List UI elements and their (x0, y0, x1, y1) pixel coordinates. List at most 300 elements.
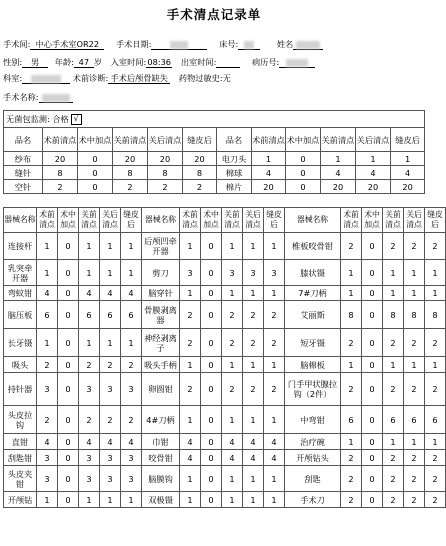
count-cell: 1 (100, 260, 121, 286)
surgery-label: 手术名称: (3, 92, 39, 102)
redacted-record (286, 59, 308, 67)
exit-time (216, 57, 240, 68)
column-header: 术前清点 (180, 208, 201, 233)
count-cell: 0 (58, 450, 79, 466)
count-cell: 3 (264, 260, 285, 286)
count-cell: 1 (243, 406, 264, 434)
count-cell: 0 (362, 406, 383, 434)
count-cell: 2 (425, 492, 446, 508)
count-cell: 1 (243, 492, 264, 508)
instrument-name-cell: 手术刀 (285, 492, 341, 508)
count-cell: 2 (180, 329, 201, 357)
count-cell: 1 (264, 357, 285, 373)
count-cell: 1 (180, 357, 201, 373)
item-name-cell: 空针 (4, 180, 43, 194)
count-cell: 2 (341, 329, 362, 357)
count-cell: 2 (404, 373, 425, 406)
instrument-name-cell: 弯蚊钳 (4, 286, 37, 301)
count-cell: 1 (425, 434, 446, 450)
count-cell: 1 (264, 286, 285, 301)
count-cell: 1 (222, 357, 243, 373)
count-cell: 8 (183, 166, 217, 180)
consumables-header-row (4, 128, 425, 152)
count-cell: 2 (425, 233, 446, 260)
count-cell: 4 (243, 434, 264, 450)
count-cell: 1 (404, 260, 425, 286)
count-cell: 1 (383, 286, 404, 301)
count-cell: 4 (121, 286, 142, 301)
count-cell: 6 (383, 406, 404, 434)
column-header: 关前清点 (113, 128, 148, 152)
column-header: 缝皮后 (183, 128, 217, 152)
sterile-value: 合格 (52, 113, 69, 124)
count-cell: 1 (37, 260, 58, 286)
instrument-row (4, 233, 446, 260)
count-cell: 3 (79, 450, 100, 466)
count-cell: 2 (180, 301, 201, 329)
record-value (279, 57, 315, 68)
patient-info-row-4 (3, 92, 73, 103)
count-cell: 2 (79, 406, 100, 434)
count-cell: 0 (58, 233, 79, 260)
room-label: 手术间: (3, 39, 31, 49)
count-cell: 2 (341, 450, 362, 466)
count-cell: 2 (100, 357, 121, 373)
instrument-name-cell: 头皮夹钳 (4, 466, 37, 492)
item-name-cell: 纱布 (4, 152, 43, 166)
count-cell: 1 (37, 329, 58, 357)
column-header: 关后清点 (100, 208, 121, 233)
sterile-row (4, 111, 425, 128)
name-value (293, 39, 323, 50)
count-cell: 1 (222, 233, 243, 260)
bed-value (238, 39, 260, 50)
count-cell: 2 (222, 301, 243, 329)
admit-label: 入室时间: (110, 57, 147, 67)
count-cell: 2 (37, 357, 58, 373)
count-cell: 2 (425, 450, 446, 466)
column-header: 术前清点 (37, 208, 58, 233)
patient-info-row-2 (3, 57, 315, 68)
count-cell: 2 (222, 329, 243, 357)
count-cell: 3 (222, 260, 243, 286)
column-header: 缝皮后 (264, 208, 285, 233)
count-cell: 0 (58, 434, 79, 450)
column-header: 术前清点 (252, 128, 286, 152)
instrument-name-cell: 骨膜剥离器 (142, 301, 180, 329)
count-cell: 2 (341, 466, 362, 492)
count-cell: 20 (148, 152, 183, 166)
count-cell: 1 (341, 286, 362, 301)
count-cell: 2 (43, 180, 78, 194)
count-cell: 20 (391, 180, 425, 194)
count-cell: 2 (404, 329, 425, 357)
count-cell: 1 (404, 357, 425, 373)
column-header: 术前清点 (43, 128, 78, 152)
count-cell: 1 (222, 466, 243, 492)
count-cell: 2 (243, 373, 264, 406)
column-header: 器械名称 (142, 208, 180, 233)
instrument-name-cell: 4#刀柄 (142, 406, 180, 434)
count-cell: 1 (180, 233, 201, 260)
count-cell: 0 (201, 286, 222, 301)
page-title: 手术清点记录单 (166, 7, 262, 22)
instrument-name-cell: 吸头 (4, 357, 37, 373)
count-cell: 1 (264, 466, 285, 492)
count-cell: 0 (286, 180, 321, 194)
instrument-name-cell: 双极镊 (142, 492, 180, 508)
instrument-name-cell: 膝状镊 (285, 260, 341, 286)
count-cell: 3 (37, 466, 58, 492)
column-header: 关前清点 (222, 208, 243, 233)
count-cell: 4 (37, 434, 58, 450)
count-cell: 1 (243, 233, 264, 260)
count-cell: 1 (121, 260, 142, 286)
count-cell: 0 (201, 466, 222, 492)
count-cell: 3 (121, 450, 142, 466)
count-cell: 3 (100, 466, 121, 492)
redacted-dept (31, 75, 61, 83)
instrument-row (4, 450, 446, 466)
count-cell: 3 (121, 466, 142, 492)
item-name-cell: 棉球 (217, 166, 252, 180)
count-cell: 1 (79, 329, 100, 357)
count-cell: 1 (404, 434, 425, 450)
count-cell: 3 (243, 260, 264, 286)
count-cell: 0 (201, 492, 222, 508)
instrument-row (4, 301, 446, 329)
count-cell: 4 (180, 450, 201, 466)
instrument-row (4, 260, 446, 286)
count-cell: 0 (362, 233, 383, 260)
consumables-row (4, 166, 425, 180)
count-cell: 1 (321, 152, 356, 166)
count-cell: 8 (404, 301, 425, 329)
count-cell: 1 (243, 357, 264, 373)
count-cell: 2 (425, 329, 446, 357)
count-cell: 0 (58, 492, 79, 508)
count-cell: 0 (201, 233, 222, 260)
count-cell: 1 (425, 357, 446, 373)
column-header: 术前清点 (341, 208, 362, 233)
instrument-name-cell: 脑膜钩 (142, 466, 180, 492)
count-cell: 0 (201, 373, 222, 406)
count-cell: 2 (383, 450, 404, 466)
instrument-name-cell: 脑棉板 (285, 357, 341, 373)
count-cell: 0 (286, 166, 321, 180)
exit-label: 出室时间: (180, 57, 217, 67)
count-cell: 1 (121, 233, 142, 260)
column-header: 术中加点 (201, 208, 222, 233)
count-cell: 2 (79, 357, 100, 373)
sterile-cell (4, 111, 425, 128)
redacted-name (296, 41, 320, 49)
count-cell: 1 (264, 406, 285, 434)
column-header: 关前清点 (383, 208, 404, 233)
count-cell: 0 (201, 260, 222, 286)
count-cell: 2 (383, 492, 404, 508)
count-cell: 2 (148, 180, 183, 194)
instrument-row (4, 357, 446, 373)
column-header: 缝皮后 (425, 208, 446, 233)
instrument-name-cell: 神经剥离子 (142, 329, 180, 357)
count-cell: 1 (341, 260, 362, 286)
room-value: 中心手术室OR22 (30, 39, 104, 50)
instrument-name-cell: 7#刀柄 (285, 286, 341, 301)
column-header: 器械名称 (4, 208, 37, 233)
count-cell: 6 (79, 301, 100, 329)
instruments-count-table (3, 207, 446, 508)
count-cell: 4 (79, 286, 100, 301)
count-cell: 3 (79, 373, 100, 406)
column-header: 术中加点 (78, 128, 113, 152)
instrument-name-cell: 短牙镊 (285, 329, 341, 357)
instrument-name-cell: 卵圆钳 (142, 373, 180, 406)
count-cell: 20 (356, 180, 391, 194)
count-cell: 20 (43, 152, 78, 166)
instrument-name-cell: 脑压板 (4, 301, 37, 329)
count-cell: 0 (362, 260, 383, 286)
count-cell: 0 (58, 373, 79, 406)
count-cell: 2 (341, 233, 362, 260)
count-cell: 0 (58, 301, 79, 329)
instrument-name-cell: 门手甲状腺拉钩（2件） (285, 373, 341, 406)
instrument-name-cell: 持针器 (4, 373, 37, 406)
sterile-checkbox[interactable]: √ (71, 114, 82, 125)
instrument-name-cell: 头皮拉钩 (4, 406, 37, 434)
count-cell: 1 (100, 492, 121, 508)
count-cell: 0 (362, 357, 383, 373)
count-cell: 0 (201, 434, 222, 450)
count-cell: 6 (425, 406, 446, 434)
bed-label: 床号: (219, 39, 239, 49)
instrument-name-cell: 巾钳 (142, 434, 180, 450)
column-header: 术中加点 (58, 208, 79, 233)
count-cell: 3 (37, 373, 58, 406)
instrument-row (4, 406, 446, 434)
count-cell: 3 (100, 450, 121, 466)
count-cell: 1 (180, 492, 201, 508)
count-cell: 8 (383, 301, 404, 329)
count-cell: 0 (58, 406, 79, 434)
count-cell: 0 (201, 450, 222, 466)
count-cell: 3 (79, 466, 100, 492)
count-cell: 1 (264, 492, 285, 508)
column-header: 器械名称 (285, 208, 341, 233)
count-cell: 0 (362, 329, 383, 357)
instrument-name-cell: 吸头手柄 (142, 357, 180, 373)
count-cell: 20 (321, 180, 356, 194)
count-cell: 0 (58, 260, 79, 286)
count-cell: 4 (222, 434, 243, 450)
redacted-date (170, 41, 188, 49)
patient-info-row-1 (3, 39, 323, 50)
count-cell: 4 (321, 166, 356, 180)
dept-label: 科室: (3, 73, 23, 83)
count-cell: 0 (362, 466, 383, 492)
count-cell: 1 (383, 434, 404, 450)
instrument-name-cell: 后颅凹牵开器 (142, 233, 180, 260)
count-cell: 4 (79, 434, 100, 450)
instruments-header-row (4, 208, 446, 233)
count-cell: 1 (180, 286, 201, 301)
count-cell: 0 (201, 329, 222, 357)
count-cell: 0 (362, 492, 383, 508)
count-cell: 4 (180, 434, 201, 450)
count-cell: 3 (180, 260, 201, 286)
count-cell: 2 (37, 406, 58, 434)
count-cell: 6 (404, 406, 425, 434)
instrument-row (4, 286, 446, 301)
count-cell: 0 (58, 286, 79, 301)
count-cell: 1 (243, 466, 264, 492)
count-cell: 1 (79, 233, 100, 260)
count-cell: 3 (100, 373, 121, 406)
count-cell: 1 (180, 406, 201, 434)
name-label: 姓名 (276, 39, 294, 49)
count-cell: 1 (391, 152, 425, 166)
instrument-row (4, 373, 446, 406)
count-cell: 1 (100, 233, 121, 260)
count-cell: 2 (425, 373, 446, 406)
count-cell: 20 (183, 152, 217, 166)
count-cell: 3 (37, 450, 58, 466)
count-cell: 4 (100, 286, 121, 301)
count-cell: 2 (113, 180, 148, 194)
count-cell: 1 (341, 434, 362, 450)
count-cell: 1 (341, 357, 362, 373)
count-cell: 0 (58, 466, 79, 492)
count-cell: 1 (121, 329, 142, 357)
instrument-name-cell: 连接杆 (4, 233, 37, 260)
column-header: 缝皮后 (391, 128, 425, 152)
count-cell: 2 (121, 357, 142, 373)
count-cell: 20 (252, 180, 286, 194)
consumables-count-table (3, 110, 425, 194)
count-cell: 0 (201, 357, 222, 373)
count-cell: 2 (383, 373, 404, 406)
count-cell: 2 (222, 373, 243, 406)
count-cell: 1 (404, 286, 425, 301)
count-cell: 2 (243, 329, 264, 357)
sex-value: 男 (22, 57, 48, 68)
count-cell: 4 (121, 434, 142, 450)
redacted-bed (244, 41, 254, 49)
sterile-label: 无菌包监测: (6, 113, 50, 124)
item-name-cell: 棉片 (217, 180, 252, 194)
count-cell: 2 (341, 492, 362, 508)
count-cell: 1 (252, 152, 286, 166)
count-cell: 1 (356, 152, 391, 166)
count-cell: 2 (404, 233, 425, 260)
record-label: 病历号: (251, 57, 280, 67)
redacted-surgery (42, 94, 70, 102)
instrument-name-cell: 椎板咬骨钳 (285, 233, 341, 260)
consumables-row (4, 180, 425, 194)
count-cell: 1 (264, 233, 285, 260)
count-cell: 2 (404, 450, 425, 466)
instrument-name-cell: 中弯钳 (285, 406, 341, 434)
instrument-name-cell: 长牙镊 (4, 329, 37, 357)
instrument-row (4, 434, 446, 450)
count-cell: 1 (37, 492, 58, 508)
column-header: 术中加点 (286, 128, 321, 152)
count-cell: 1 (222, 286, 243, 301)
consumables-row (4, 152, 425, 166)
count-cell: 6 (37, 301, 58, 329)
instrument-name-cell: 咬骨钳 (142, 450, 180, 466)
count-cell: 4 (222, 450, 243, 466)
count-cell: 1 (222, 492, 243, 508)
count-cell: 2 (180, 373, 201, 406)
count-cell: 20 (113, 152, 148, 166)
count-cell: 1 (383, 260, 404, 286)
count-cell: 0 (78, 180, 113, 194)
instrument-name-cell: 艾丽斯 (285, 301, 341, 329)
count-cell: 0 (78, 152, 113, 166)
count-cell: 1 (383, 357, 404, 373)
count-cell: 8 (113, 166, 148, 180)
date-value (151, 39, 207, 50)
instrument-name-cell: 乳突牵开器 (4, 260, 37, 286)
count-cell: 2 (383, 233, 404, 260)
count-cell: 0 (362, 301, 383, 329)
age-value: 47 (74, 57, 94, 68)
count-cell: 4 (356, 166, 391, 180)
count-cell: 0 (362, 450, 383, 466)
diag-label: 术前诊断: (72, 73, 109, 83)
count-cell: 1 (222, 406, 243, 434)
count-cell: 2 (404, 466, 425, 492)
count-cell: 1 (79, 260, 100, 286)
column-header: 关后清点 (148, 128, 183, 152)
column-header: 缝皮后 (121, 208, 142, 233)
count-cell: 2 (264, 373, 285, 406)
count-cell: 2 (404, 492, 425, 508)
sex-label: 性别: (3, 57, 23, 67)
count-cell: 2 (121, 406, 142, 434)
instrument-name-cell: 脑穿针 (142, 286, 180, 301)
count-cell: 4 (100, 434, 121, 450)
count-cell: 0 (362, 286, 383, 301)
count-cell: 4 (243, 450, 264, 466)
count-cell: 4 (264, 434, 285, 450)
count-cell: 4 (391, 166, 425, 180)
item-name-cell: 缝针 (4, 166, 43, 180)
count-cell: 6 (341, 406, 362, 434)
column-header: 关后清点 (243, 208, 264, 233)
admit-time: 08:36 (147, 57, 172, 67)
count-cell: 1 (121, 492, 142, 508)
date-label: 手术日期: (115, 39, 152, 49)
count-cell: 1 (100, 329, 121, 357)
count-cell: 0 (286, 152, 321, 166)
item-name-cell: 电刀头 (217, 152, 252, 166)
age-label: 年龄: (54, 57, 74, 67)
count-cell: 8 (148, 166, 183, 180)
count-cell: 0 (58, 357, 79, 373)
count-cell: 0 (201, 406, 222, 434)
instrument-row (4, 466, 446, 492)
instrument-row (4, 492, 446, 508)
column-header: 关后清点 (404, 208, 425, 233)
allergy-label: 药物过敏史: (178, 73, 223, 83)
count-cell: 2 (264, 329, 285, 357)
count-cell: 6 (100, 301, 121, 329)
count-cell: 0 (201, 301, 222, 329)
count-cell: 4 (37, 286, 58, 301)
instrument-row (4, 329, 446, 357)
